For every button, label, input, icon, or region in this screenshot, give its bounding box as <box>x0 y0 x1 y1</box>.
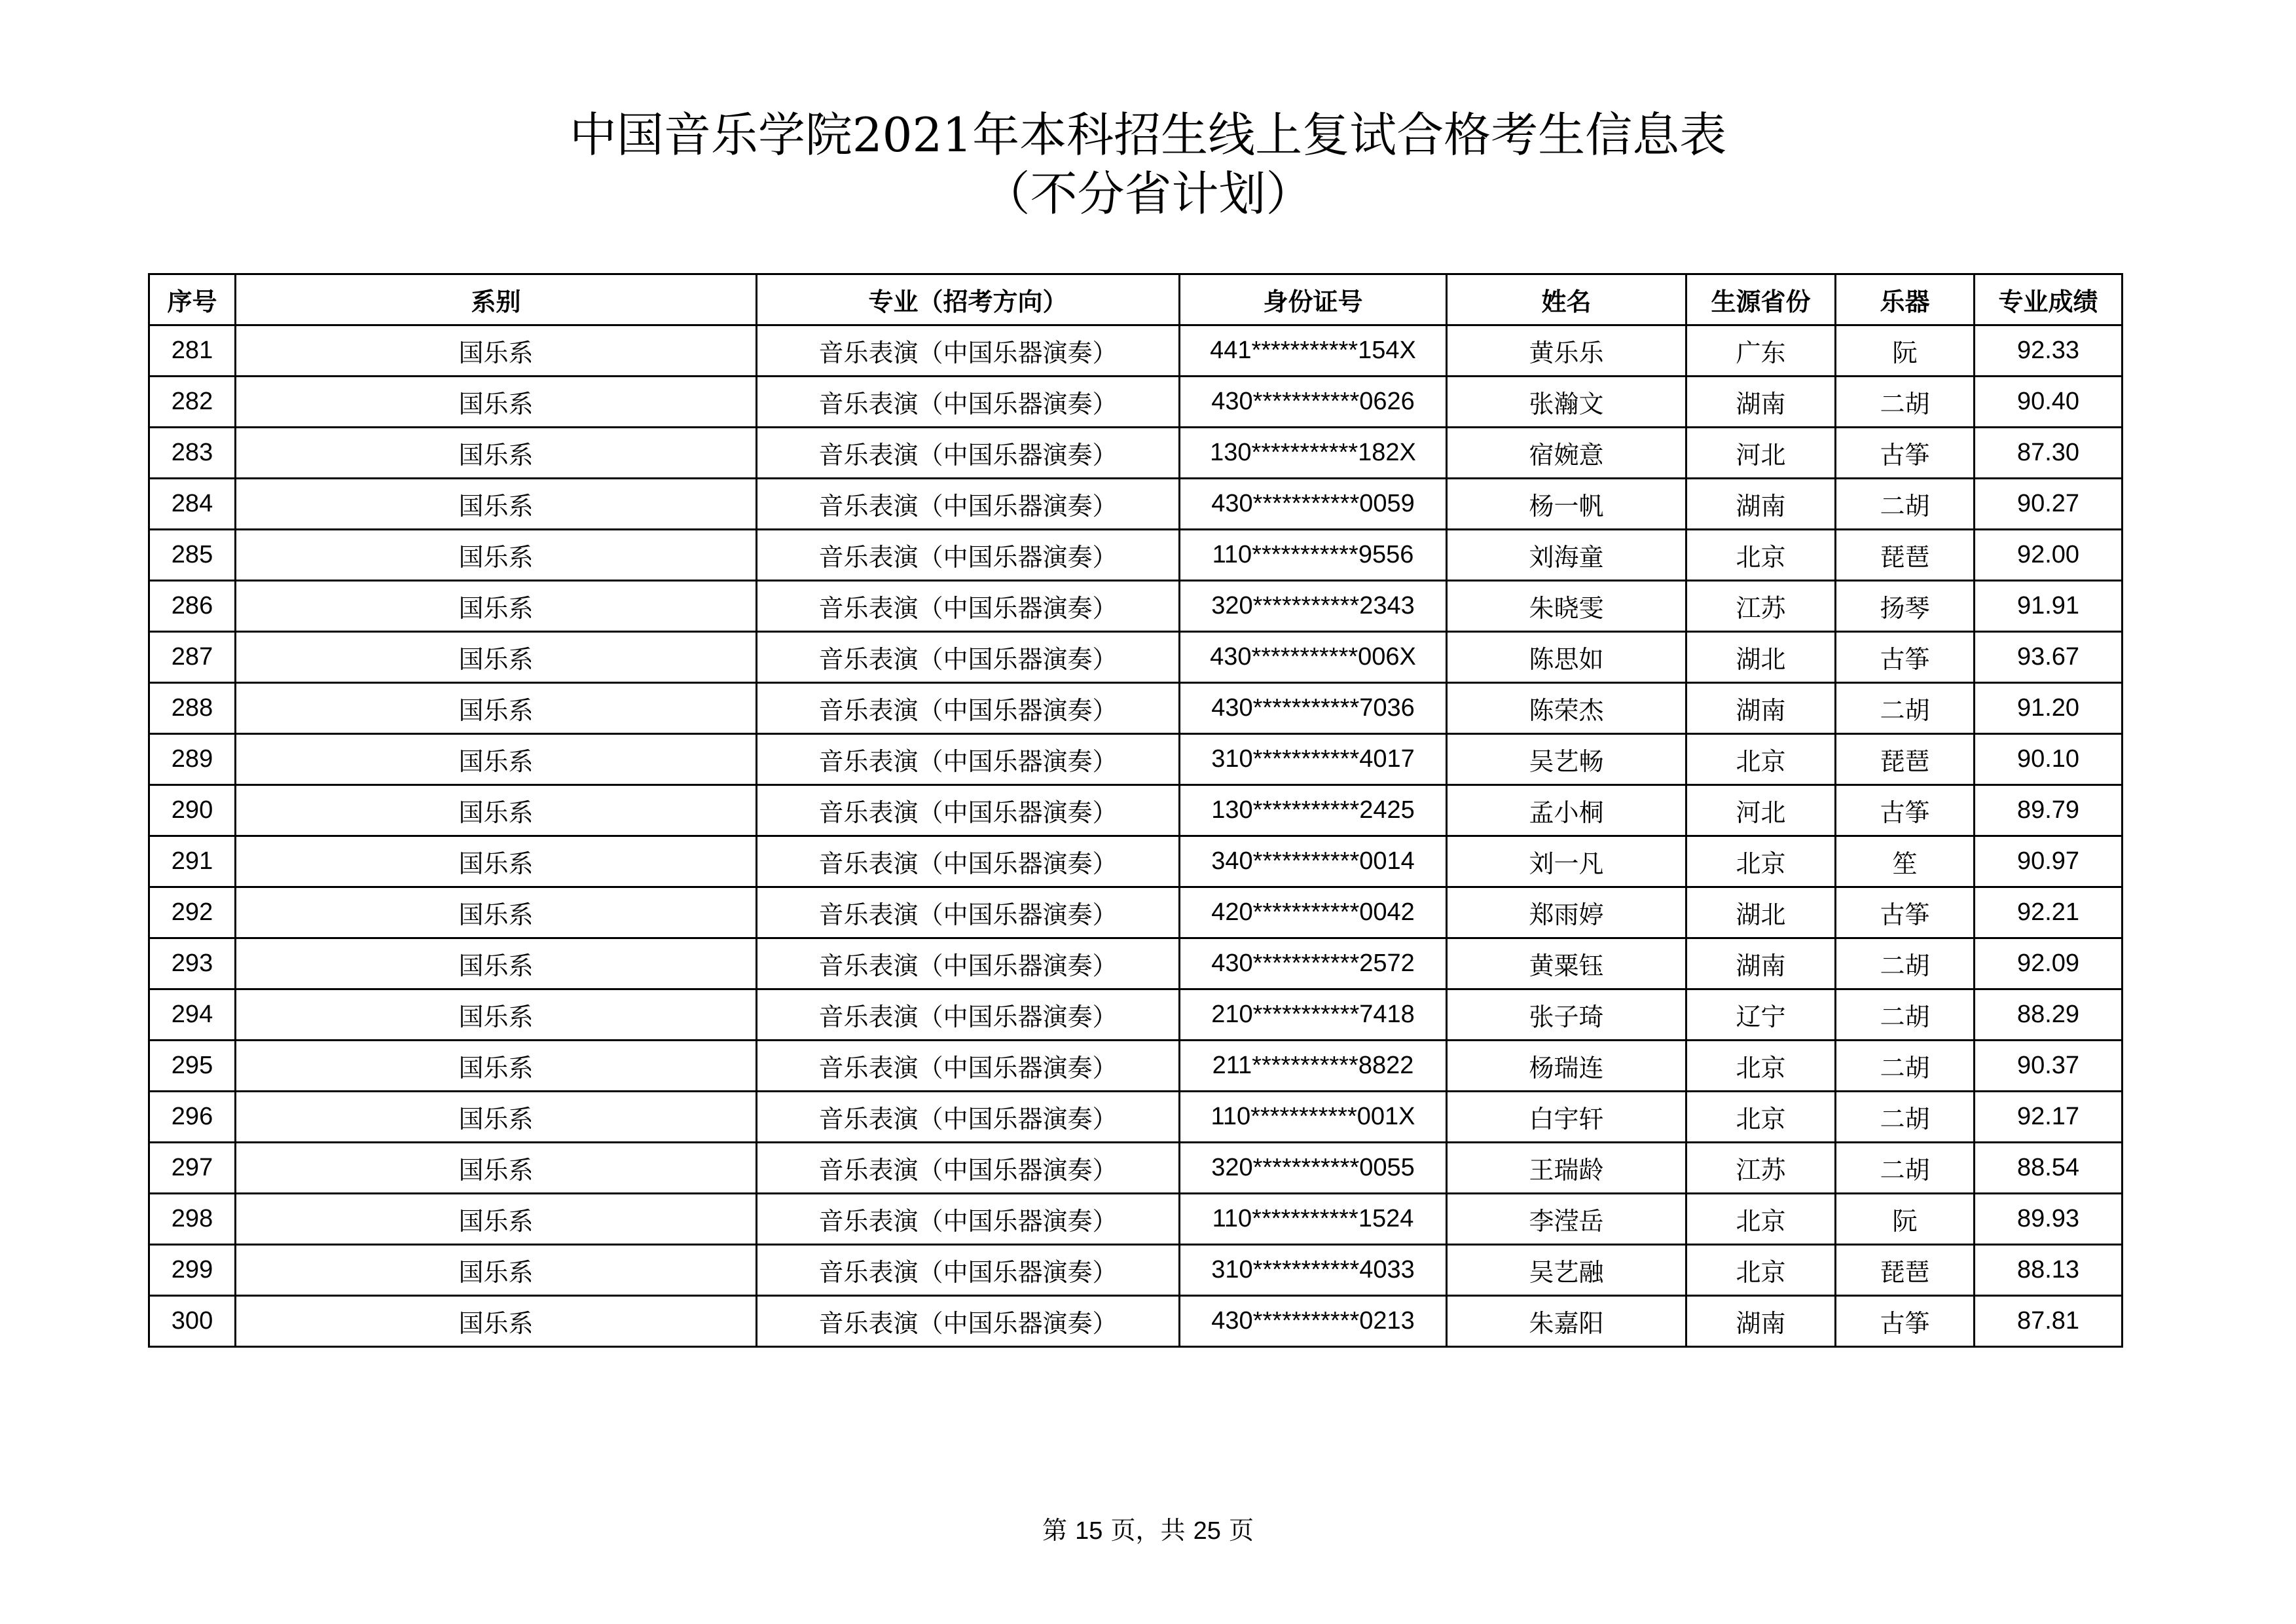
cell-score: 91.20 <box>1975 683 2123 734</box>
cell-department: 国乐系 <box>236 530 757 581</box>
admission-table <box>148 273 2123 1348</box>
cell-instrument: 二胡 <box>1836 1143 1975 1194</box>
cell-seq: 297 <box>149 1143 236 1194</box>
table-row <box>149 632 2123 683</box>
cell-major: 音乐表演（中国乐器演奏） <box>757 734 1180 785</box>
cell-seq: 284 <box>149 479 236 530</box>
cell-seq: 300 <box>149 1296 236 1347</box>
cell-instrument: 古筝 <box>1836 632 1975 683</box>
cell-score: 90.37 <box>1975 1041 2123 1092</box>
footer-suffix: 页 <box>1220 1516 1254 1545</box>
header-cell: 系别 <box>236 274 757 325</box>
cell-seq: 298 <box>149 1194 236 1245</box>
cell-name: 朱晓雯 <box>1447 581 1686 632</box>
cell-major: 音乐表演（中国乐器演奏） <box>757 530 1180 581</box>
cell-seq: 293 <box>149 938 236 989</box>
cell-id-number: 211***********8822 <box>1180 1041 1447 1092</box>
table-row <box>149 683 2123 734</box>
cell-major: 音乐表演（中国乐器演奏） <box>757 1194 1180 1245</box>
cell-seq: 299 <box>149 1245 236 1296</box>
table-row <box>149 530 2123 581</box>
cell-instrument: 阮 <box>1836 325 1975 377</box>
cell-department: 国乐系 <box>236 989 757 1041</box>
cell-id-number: 420***********0042 <box>1180 887 1447 938</box>
table-row <box>149 325 2123 377</box>
cell-instrument: 古筝 <box>1836 785 1975 836</box>
cell-name: 陈思如 <box>1447 632 1686 683</box>
page-footer <box>0 1510 2296 1546</box>
cell-seq: 288 <box>149 683 236 734</box>
cell-score: 90.10 <box>1975 734 2123 785</box>
cell-province: 北京 <box>1686 836 1836 887</box>
cell-department: 国乐系 <box>236 377 757 428</box>
cell-province: 江苏 <box>1686 1143 1836 1194</box>
header-cell: 身份证号 <box>1180 274 1447 325</box>
header-cell: 生源省份 <box>1686 274 1836 325</box>
header-cell: 专业（招考方向） <box>757 274 1180 325</box>
cell-instrument: 古筝 <box>1836 1296 1975 1347</box>
cell-department: 国乐系 <box>236 325 757 377</box>
cell-instrument: 二胡 <box>1836 479 1975 530</box>
cell-name: 黄乐乐 <box>1447 325 1686 377</box>
cell-id-number: 430***********0626 <box>1180 377 1447 428</box>
cell-score: 90.40 <box>1975 377 2123 428</box>
cell-id-number: 430***********7036 <box>1180 683 1447 734</box>
cell-score: 90.27 <box>1975 479 2123 530</box>
cell-name: 张瀚文 <box>1447 377 1686 428</box>
cell-name: 李滢岳 <box>1447 1194 1686 1245</box>
cell-name: 刘一凡 <box>1447 836 1686 887</box>
header-cell: 姓名 <box>1447 274 1686 325</box>
table-row <box>149 938 2123 989</box>
table-header-row <box>149 274 2123 325</box>
cell-id-number: 441***********154X <box>1180 325 1447 377</box>
cell-province: 湖南 <box>1686 938 1836 989</box>
cell-score: 92.00 <box>1975 530 2123 581</box>
cell-seq: 290 <box>149 785 236 836</box>
cell-id-number: 310***********4033 <box>1180 1245 1447 1296</box>
cell-instrument: 二胡 <box>1836 1092 1975 1143</box>
table-body <box>149 325 2123 1347</box>
cell-id-number: 430***********0213 <box>1180 1296 1447 1347</box>
cell-province: 湖南 <box>1686 377 1836 428</box>
table-row <box>149 836 2123 887</box>
cell-seq: 281 <box>149 325 236 377</box>
header-cell: 专业成绩 <box>1975 274 2123 325</box>
table-row <box>149 1041 2123 1092</box>
cell-id-number: 320***********0055 <box>1180 1143 1447 1194</box>
table-row <box>149 1143 2123 1194</box>
total-pages-number: 25 <box>1193 1517 1221 1545</box>
cell-province: 北京 <box>1686 1194 1836 1245</box>
table-row <box>149 581 2123 632</box>
cell-name: 郑雨婷 <box>1447 887 1686 938</box>
cell-province: 北京 <box>1686 1041 1836 1092</box>
cell-province: 湖南 <box>1686 683 1836 734</box>
cell-id-number: 110***********9556 <box>1180 530 1447 581</box>
cell-department: 国乐系 <box>236 1143 757 1194</box>
cell-province: 北京 <box>1686 734 1836 785</box>
cell-province: 湖北 <box>1686 887 1836 938</box>
table-row <box>149 1194 2123 1245</box>
cell-instrument: 古筝 <box>1836 887 1975 938</box>
cell-score: 88.54 <box>1975 1143 2123 1194</box>
cell-id-number: 430***********006X <box>1180 632 1447 683</box>
cell-name: 王瑞龄 <box>1447 1143 1686 1194</box>
cell-department: 国乐系 <box>236 887 757 938</box>
cell-id-number: 320***********2343 <box>1180 581 1447 632</box>
cell-major: 音乐表演（中国乐器演奏） <box>757 785 1180 836</box>
cell-id-number: 110***********1524 <box>1180 1194 1447 1245</box>
cell-province: 北京 <box>1686 1245 1836 1296</box>
cell-department: 国乐系 <box>236 1245 757 1296</box>
table-row <box>149 1296 2123 1347</box>
cell-score: 92.17 <box>1975 1092 2123 1143</box>
cell-department: 国乐系 <box>236 1296 757 1347</box>
cell-seq: 292 <box>149 887 236 938</box>
cell-seq: 294 <box>149 989 236 1041</box>
cell-score: 87.81 <box>1975 1296 2123 1347</box>
cell-instrument: 扬琴 <box>1836 581 1975 632</box>
cell-seq: 282 <box>149 377 236 428</box>
cell-major: 音乐表演（中国乐器演奏） <box>757 989 1180 1041</box>
cell-department: 国乐系 <box>236 428 757 479</box>
cell-department: 国乐系 <box>236 581 757 632</box>
cell-score: 93.67 <box>1975 632 2123 683</box>
cell-instrument: 琵琶 <box>1836 734 1975 785</box>
cell-name: 刘海童 <box>1447 530 1686 581</box>
footer-middle: 页，共 <box>1102 1516 1194 1545</box>
cell-instrument: 二胡 <box>1836 938 1975 989</box>
cell-name: 吴艺融 <box>1447 1245 1686 1296</box>
cell-department: 国乐系 <box>236 1041 757 1092</box>
cell-major: 音乐表演（中国乐器演奏） <box>757 1245 1180 1296</box>
cell-major: 音乐表演（中国乐器演奏） <box>757 1092 1180 1143</box>
cell-major: 音乐表演（中国乐器演奏） <box>757 938 1180 989</box>
cell-major: 音乐表演（中国乐器演奏） <box>757 428 1180 479</box>
cell-name: 宿婉意 <box>1447 428 1686 479</box>
cell-instrument: 琵琶 <box>1836 530 1975 581</box>
cell-name: 黄粟钰 <box>1447 938 1686 989</box>
cell-province: 北京 <box>1686 530 1836 581</box>
cell-name: 陈荣杰 <box>1447 683 1686 734</box>
table-row <box>149 1245 2123 1296</box>
cell-instrument: 二胡 <box>1836 377 1975 428</box>
document-subtitle: （不分省计划） <box>983 166 1313 221</box>
cell-instrument: 笙 <box>1836 836 1975 887</box>
cell-id-number: 130***********182X <box>1180 428 1447 479</box>
cell-seq: 291 <box>149 836 236 887</box>
cell-seq: 295 <box>149 1041 236 1092</box>
cell-score: 89.93 <box>1975 1194 2123 1245</box>
cell-province: 湖南 <box>1686 1296 1836 1347</box>
cell-name: 吴艺畅 <box>1447 734 1686 785</box>
cell-seq: 289 <box>149 734 236 785</box>
cell-seq: 286 <box>149 581 236 632</box>
cell-score: 88.29 <box>1975 989 2123 1041</box>
cell-instrument: 二胡 <box>1836 683 1975 734</box>
table-row <box>149 377 2123 428</box>
cell-seq: 296 <box>149 1092 236 1143</box>
cell-department: 国乐系 <box>236 632 757 683</box>
cell-name: 孟小桐 <box>1447 785 1686 836</box>
cell-name: 朱嘉阳 <box>1447 1296 1686 1347</box>
cell-name: 杨一帆 <box>1447 479 1686 530</box>
cell-name: 张子琦 <box>1447 989 1686 1041</box>
cell-seq: 285 <box>149 530 236 581</box>
cell-major: 音乐表演（中国乐器演奏） <box>757 632 1180 683</box>
header-cell: 序号 <box>149 274 236 325</box>
cell-instrument: 古筝 <box>1836 428 1975 479</box>
cell-score: 91.91 <box>1975 581 2123 632</box>
cell-score: 90.97 <box>1975 836 2123 887</box>
cell-department: 国乐系 <box>236 683 757 734</box>
cell-instrument: 二胡 <box>1836 1041 1975 1092</box>
table-row <box>149 428 2123 479</box>
table-row <box>149 785 2123 836</box>
cell-seq: 287 <box>149 632 236 683</box>
table-row <box>149 1092 2123 1143</box>
cell-department: 国乐系 <box>236 836 757 887</box>
cell-score: 88.13 <box>1975 1245 2123 1296</box>
cell-major: 音乐表演（中国乐器演奏） <box>757 1041 1180 1092</box>
cell-major: 音乐表演（中国乐器演奏） <box>757 325 1180 377</box>
cell-id-number: 110***********001X <box>1180 1092 1447 1143</box>
cell-department: 国乐系 <box>236 479 757 530</box>
cell-name: 白宇轩 <box>1447 1092 1686 1143</box>
cell-id-number: 430***********2572 <box>1180 938 1447 989</box>
cell-id-number: 130***********2425 <box>1180 785 1447 836</box>
cell-department: 国乐系 <box>236 938 757 989</box>
footer-prefix: 第 <box>1042 1516 1076 1545</box>
cell-instrument: 阮 <box>1836 1194 1975 1245</box>
cell-department: 国乐系 <box>236 734 757 785</box>
header-cell: 乐器 <box>1836 274 1975 325</box>
cell-province: 河北 <box>1686 428 1836 479</box>
cell-province: 广东 <box>1686 325 1836 377</box>
cell-major: 音乐表演（中国乐器演奏） <box>757 479 1180 530</box>
cell-major: 音乐表演（中国乐器演奏） <box>757 836 1180 887</box>
table-row <box>149 479 2123 530</box>
cell-seq: 283 <box>149 428 236 479</box>
cell-instrument: 二胡 <box>1836 989 1975 1041</box>
cell-instrument: 琵琶 <box>1836 1245 1975 1296</box>
cell-id-number: 310***********4017 <box>1180 734 1447 785</box>
cell-score: 92.21 <box>1975 887 2123 938</box>
cell-province: 江苏 <box>1686 581 1836 632</box>
cell-department: 国乐系 <box>236 785 757 836</box>
cell-major: 音乐表演（中国乐器演奏） <box>757 887 1180 938</box>
cell-major: 音乐表演（中国乐器演奏） <box>757 683 1180 734</box>
document-title: 中国音乐学院2021年本科招生线上复试合格考生信息表 <box>569 107 1727 162</box>
cell-score: 92.09 <box>1975 938 2123 989</box>
cell-id-number: 210***********7418 <box>1180 989 1447 1041</box>
cell-major: 音乐表演（中国乐器演奏） <box>757 1296 1180 1347</box>
cell-province: 北京 <box>1686 1092 1836 1143</box>
cell-score: 92.33 <box>1975 325 2123 377</box>
cell-province: 河北 <box>1686 785 1836 836</box>
cell-name: 杨瑞连 <box>1447 1041 1686 1092</box>
current-page-number: 15 <box>1075 1517 1103 1545</box>
table-row <box>149 734 2123 785</box>
table-row <box>149 989 2123 1041</box>
cell-major: 音乐表演（中国乐器演奏） <box>757 377 1180 428</box>
cell-major: 音乐表演（中国乐器演奏） <box>757 581 1180 632</box>
cell-province: 湖北 <box>1686 632 1836 683</box>
cell-major: 音乐表演（中国乐器演奏） <box>757 1143 1180 1194</box>
cell-province: 辽宁 <box>1686 989 1836 1041</box>
cell-province: 湖南 <box>1686 479 1836 530</box>
cell-department: 国乐系 <box>236 1092 757 1143</box>
cell-score: 87.30 <box>1975 428 2123 479</box>
cell-department: 国乐系 <box>236 1194 757 1245</box>
cell-score: 89.79 <box>1975 785 2123 836</box>
cell-id-number: 430***********0059 <box>1180 479 1447 530</box>
table-row <box>149 887 2123 938</box>
cell-id-number: 340***********0014 <box>1180 836 1447 887</box>
